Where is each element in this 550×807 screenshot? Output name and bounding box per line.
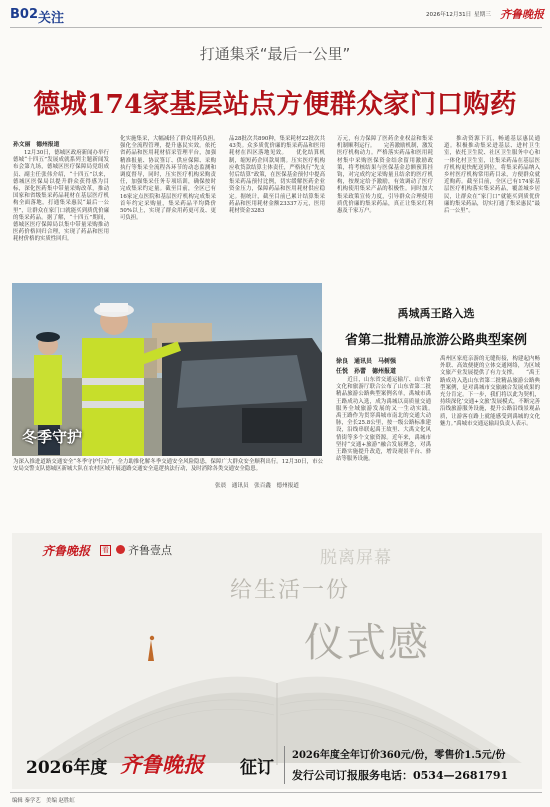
article1-column-3: 品28批次共890种，集采耗材22批次共43类。众多质优价廉的集采药品和医用耗材在四区落地见效。 优化结算机制，缩短药企回款周期。压实医疗机构应收货款结算主体责任，严格执行“先支付后结算”政策，在医保基金预付中提高集采药品预付比例，切实缓解医药企业资金压力，保障药品和医用耗材供应稳定。据统计，截至目前已累计结算集采药品和医用耗材金额23337万元，医用耗材资金3283 [229, 136, 325, 215]
masthead-logo: 齐鲁晚报 [500, 8, 544, 21]
photo-overlay-title: 冬季守护 [22, 428, 83, 446]
ad-price-line: 2026年度全年订价360元/份，零售价1.5元/份 [292, 750, 506, 761]
article2-byline-1: 徐良 通讯员 马树强 [336, 358, 397, 365]
ad-paper-name: 齐鲁晚报 [120, 752, 204, 777]
article2-kicker: 禹城禹王路入选 [397, 307, 475, 320]
ad-phone-line: 发行公司订报服务电话：0534—2681791 [292, 769, 509, 782]
article1-column-4: 万元，有力保障了医药企业权益和集采机制顺利运行。 完善激励机制，激发医疗机构动力。严格落实药品和医用耗材集中采购医保资金结余留用激励政策，将考核结果与医保基金总额预算挂钩，对完成约定采购量且结余的医疗机构，按规定给予激励，有效调动了医疗机构使用集采产品的积极性。同时加大集采政策宣传力度，引导群众合理使用质优价廉的集采药品，真正让集采红利惠及千家万户。 [337, 136, 433, 215]
article1-column-1: 12月30日，德城区政府新闻办举行德城“十四五”发展成就系列主题新闻发布会第九场，德城区医疗保障局党组成员、副主任张伟介绍，“十四五”以来，德城区医保局以提升群众获得感为目标，深化医药集中带量采购改革，推动国家和省级集采药品耗材在基层医疗机构全面落地，打通集采惠民“最后一公里”，让群众在家门口就能买到质优价廉的集采药品。据了解，“十四五”期间，德城区医疗保障局以集中带量采购推动医药价格回归合理，实现了药品和医用耗材价格的实质性回归。 [13, 150, 109, 243]
footer-rule [10, 792, 542, 793]
photo-caption: 为深入推进道路交通安全“冬季守护行动”，全力助推化解冬季交通安全风险隐患，保障广大群众安全顺利出行。12月30日，市公安局交警支队德城区新城大队在农村区域开展道路交通安全巡逻执法行动，及时消除各类交通安全隐患。 [13, 459, 323, 473]
ad-title-suffix: 征订 [240, 758, 274, 778]
ad-partner: 齐鲁壹点 [128, 544, 172, 557]
subscription-ad [12, 533, 542, 789]
article1-column-2: 化实施集采，大幅减轻了群众用药负担。 强化全流程管理，提升惠民实效。依托省药品和医用耗材招采管理平台，加强精准报量、协议签订、供应保障、采购执行等集采全流程各环节的动态监测和调度督导，同时，压实医疗机构采购责任，加强集采任务专项培训，确保按时完成集采约定量。截至目前，全区已有16家定点医院和基层医疗机构完成集采首年约定采购量，集采药品平均降价50%以上，实现了群众用药更可及、更可负担。 [120, 136, 227, 222]
article2-column-1: 近日，山东省交通运输厅、山东省文化和旅游厅联合公布了山东省第二批精品旅游公路典型案例名单，禹城市禹王路成功入选，成为禹城以高质量交通服务全域旅游发展的又一生动实践。 禹王路作为贯穿禹城市南北的交通大动脉，全长25.8公里，按一级公路标准建设，沿线串联起禹王故里、大禹文化风情街等多个文旅资源。近年来，禹城市坚持“交通+旅游”融合发展理念，对禹王路实施提升改造，增设观景平台、驿站等服务设施。 [336, 377, 442, 463]
article1-kicker: 打通集采“最后一公里” [199, 45, 351, 63]
ad-slogan-big: 仪式感 [304, 620, 430, 666]
ad-year: 2026年度 [26, 758, 108, 778]
article2-byline-2: 任悦 孙蕾 德州报道 [336, 368, 397, 375]
ad-brand-logo: 齐鲁晚报 [42, 544, 91, 558]
ad-slogan-mid: 给生活一份 [230, 578, 351, 603]
article1-headline: 德城174家基层站点方便群众家门口购药 [33, 89, 517, 120]
article1-byline: 孙文丽 德州报道 [13, 142, 60, 148]
header-rule [10, 27, 542, 28]
section-name: 关注 [38, 11, 65, 26]
header-weekday: 星期三 [474, 12, 491, 18]
article2-column-2: 禹州区家庭亲游的无缝衔接，构建起内畅外联、高效便捷的立体交通网络，为区域文旅产业发展提供了有力支撑。 “禹王路成功入选山东省第二批精品旅游公路典型案例，是对禹城市交旅融合发展成果的充分肯定。下一步，我们将以此为契机，持续深化‘交通+文旅’发展模式，不断完善沿线旅游服务设施，提升公路沿线景观品质，让游客在路上就能感受到禹城的文化魅力。”禹城市交通运输局负责人表示。 [440, 356, 540, 427]
ad-slogan-small: 脱离屏幕 [320, 548, 392, 568]
footer-editor: 编辑 秦学艺 美编 赵胜虹 [12, 798, 75, 804]
article1-column-5: 推动资源下沉，畅通基层惠民通道。积极推动集采进基层、进村卫生室，依托卫生院、社区卫生服务中心和一体化村卫生室，让集采药品在基层医疗机构更快配送到位，将集采药品纳入乡村医疗机构常用药目录，方便群众就近购药。截至目前，全区已有174家基层医疗机构落实集采药品，覆盖城乡居民，让群众在“家门口”就能买到质优价廉的集采药品，切实打通了集采惠民“最后一公里”。 [444, 136, 540, 215]
ad-partner-icon [116, 545, 125, 554]
photo-credit: 张晨 通讯员 张百鑫 德州报道 [215, 483, 299, 489]
article2-headline: 省第二批精品旅游公路典型案例 [344, 333, 527, 348]
ad-partner-prefix: 看 [102, 546, 109, 554]
ad-divider [284, 746, 285, 784]
header-date: 2026年12月31日 [426, 12, 472, 18]
page-code: B02 [10, 7, 38, 22]
news-photo [12, 283, 322, 456]
